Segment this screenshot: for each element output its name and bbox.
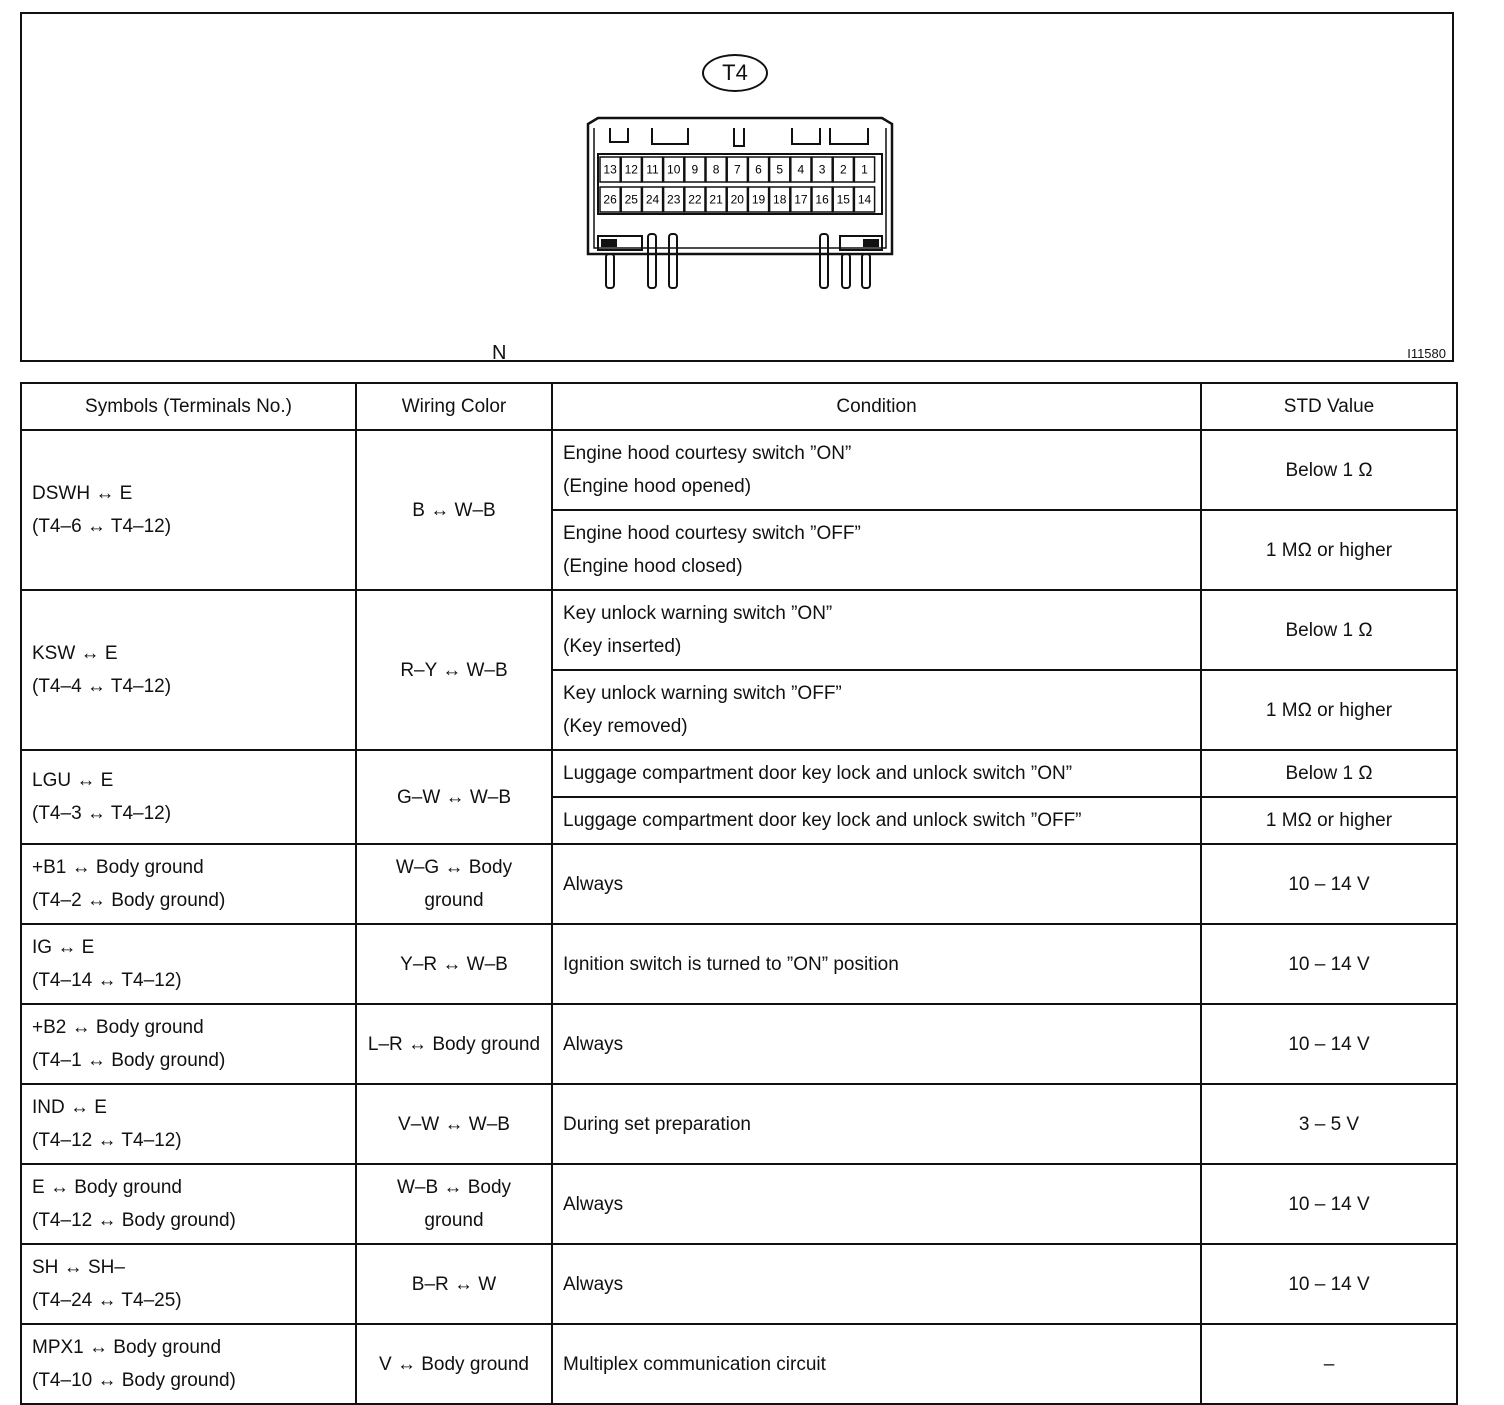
wiring-color-cell: R–Y ↔ W–B [356,590,552,750]
terminal-number: 25 [624,192,638,207]
std-value-cell: Below 1 Ω [1201,590,1457,670]
condition-text: (Key inserted) [563,636,682,657]
terminal-text: (T4–24 ↔ T4–25) [32,1290,182,1311]
table-row [21,1004,1457,1084]
std-value-cell: 10 – 14 V [1201,924,1457,1004]
terminal-number: 3 [818,162,826,177]
condition-text: (Engine hood opened) [563,476,752,497]
symbol-cell [21,590,356,750]
condition-cell [552,1084,1201,1164]
wiring-color-cell: B–R ↔ W [356,1244,552,1324]
std-value-cell: Below 1 Ω [1201,430,1457,510]
wiring-color-cell: L–R ↔ Body ground [356,1004,552,1084]
condition-text: Always [563,1193,624,1215]
terminal-number: 16 [815,192,829,207]
symbol-text: SH ↔ SH– [32,1257,125,1278]
header-condition: Condition [552,383,1201,430]
symbol-cell [21,1164,356,1244]
table-row [21,1244,1457,1324]
terminal-number: 1 [861,162,868,177]
std-value-cell: 1 MΩ or higher [1201,797,1457,844]
symbol-text: MPX1 ↔ Body ground [32,1337,222,1358]
terminal-number: 26 [603,192,617,207]
connector-figure [20,12,1454,362]
terminal-number: 6 [755,162,762,177]
terminal-number: 5 [776,162,784,177]
symbol-text: DSWH ↔ E [32,483,133,504]
terminal-number: 20 [730,192,744,207]
std-value-cell: – [1201,1324,1457,1404]
symbol-cell [21,1004,356,1084]
std-value-cell: Below 1 Ω [1201,750,1457,797]
symbol-text: IG ↔ E [32,937,95,958]
table-row [21,1084,1457,1164]
figure-id: I11580 [1407,346,1446,361]
symbol-cell [21,750,356,844]
terminal-number: 12 [624,162,638,177]
condition-cell [552,590,1201,670]
condition-cell [552,1164,1201,1244]
terminal-number: 19 [751,192,766,207]
symbol-cell [21,1324,356,1404]
header-symbols: Symbols (Terminals No.) [21,383,356,430]
terminal-text: (T4–2 ↔ Body ground) [32,890,226,911]
wiring-color-cell: W–G ↔ Body ground [356,844,552,924]
condition-cell [552,797,1201,844]
std-value-cell: 10 – 14 V [1201,1004,1457,1084]
condition-cell [552,924,1201,1004]
terminal-number: 10 [667,162,681,177]
symbol-text: +B1 ↔ Body ground [32,857,204,878]
std-value-cell: 1 MΩ or higher [1201,510,1457,590]
wiring-color-cell: B ↔ W–B [356,430,552,590]
condition-text: Ignition switch is turned to ”ON” position [563,953,899,975]
connector-name-label: T4 [702,54,768,92]
terminal-text: (T4–6 ↔ T4–12) [32,516,172,537]
condition-text: Luggage compartment door key lock and unlock switch ”OFF” [563,810,1082,831]
connector-diagram [22,14,1452,360]
condition-cell [552,670,1201,750]
condition-text: (Key removed) [563,716,688,737]
terminal-text: (T4–3 ↔ T4–12) [32,803,172,824]
symbol-cell [21,924,356,1004]
terminal-number: 4 [797,162,805,177]
condition-cell [552,510,1201,590]
std-value-cell: 10 – 14 V [1201,844,1457,924]
std-value-cell: 10 – 14 V [1201,1164,1457,1244]
condition-text: Key unlock warning switch ”OFF” [563,683,842,704]
std-value-cell: 10 – 14 V [1201,1244,1457,1324]
condition-cell [552,844,1201,924]
condition-text: (Engine hood closed) [563,556,743,577]
condition-text: Engine hood courtesy switch ”ON” [563,443,852,464]
terminal-number: 2 [839,162,847,177]
terminal-number: 17 [794,192,808,207]
condition-text: Multiplex communication circuit [563,1353,826,1375]
terminal-number: 18 [773,192,787,207]
symbol-text: +B2 ↔ Body ground [32,1017,204,1038]
terminal-text: (T4–12 ↔ T4–12) [32,1130,182,1151]
terminal-number: 9 [691,162,699,177]
table-row [21,1164,1457,1244]
table-row [21,924,1457,1004]
header-std-value: STD Value [1201,383,1457,430]
terminal-number: 14 [857,192,872,207]
symbol-text: KSW ↔ E [32,643,118,664]
condition-cell [552,1324,1201,1404]
terminal-text: (T4–10 ↔ Body ground) [32,1370,236,1391]
symbol-cell [21,1084,356,1164]
wiring-color-cell: W–B ↔ Body ground [356,1164,552,1244]
terminal-number: 23 [667,192,681,207]
terminal-number: 15 [836,192,850,207]
table-row [21,1324,1457,1404]
terminal-number: 22 [688,192,702,207]
terminal-number: 21 [709,192,723,207]
terminal-number: 24 [645,192,660,207]
terminal-number: 7 [733,162,741,177]
std-value-cell: 1 MΩ or higher [1201,670,1457,750]
terminal-row-top [600,157,875,182]
condition-text: Always [563,1273,624,1295]
terminal-spec-table [20,382,1458,1405]
symbol-cell [21,1244,356,1324]
condition-text: Engine hood courtesy switch ”OFF” [563,523,861,544]
header-wiring-color: Wiring Color [356,383,552,430]
wiring-color-cell: V–W ↔ W–B [356,1084,552,1164]
symbol-cell [21,430,356,590]
symbol-text: IND ↔ E [32,1097,107,1118]
condition-cell [552,1244,1201,1324]
wiring-color-cell: V ↔ Body ground [356,1324,552,1404]
condition-text: Luggage compartment door key lock and unlock switch ”ON” [563,763,1073,784]
table-row [21,590,1457,670]
condition-cell [552,1004,1201,1084]
terminal-number: 13 [603,162,617,177]
condition-text: Key unlock warning switch ”ON” [563,603,833,624]
condition-text: Always [563,873,624,895]
symbol-cell [21,844,356,924]
symbol-text: E ↔ Body ground [32,1177,182,1198]
connector-view-label: N [492,342,507,364]
table-header-row [21,383,1457,430]
condition-cell [552,430,1201,510]
wiring-color-cell: G–W ↔ W–B [356,750,552,844]
wiring-color-cell: Y–R ↔ W–B [356,924,552,1004]
terminal-number: 11 [646,162,659,177]
terminal-row-bottom [600,187,875,212]
terminal-text: (T4–14 ↔ T4–12) [32,970,182,991]
terminal-text: (T4–4 ↔ T4–12) [32,676,172,697]
table-row [21,844,1457,924]
std-value-cell: 3 – 5 V [1201,1084,1457,1164]
symbol-text: LGU ↔ E [32,770,114,791]
table-row [21,430,1457,510]
condition-text: During set preparation [563,1113,751,1135]
table-row [21,750,1457,797]
condition-text: Always [563,1033,624,1055]
terminal-text: (T4–12 ↔ Body ground) [32,1210,236,1231]
condition-cell [552,750,1201,797]
terminal-number: 8 [712,162,720,177]
terminal-text: (T4–1 ↔ Body ground) [32,1050,226,1071]
